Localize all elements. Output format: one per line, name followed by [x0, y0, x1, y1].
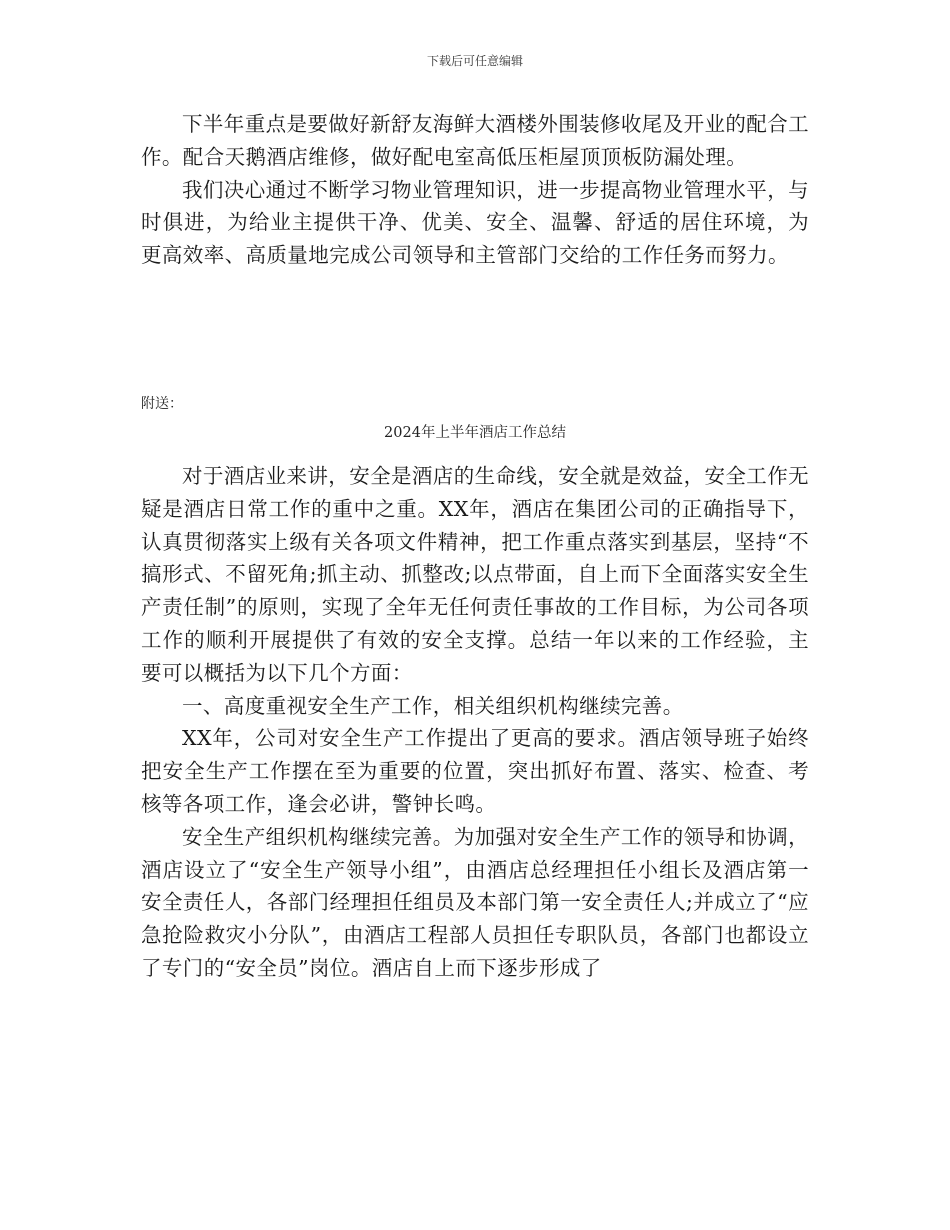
paragraph: 对于酒店业来讲，安全是酒店的生命线，安全就是效益，安全工作无疑是酒店日常工作的重中之重。XX年，酒店在集团公司的正确指导下，认真贯彻落实上级有关各项文件精神，把工作重点落实到基层，坚持“不搞形式、不留死角;抓主动、抓整改;以点带面，自上而下全面落实安全生产责任制”的原则，实现了全年无任何责任事故的工作目标，为公司各项工作的顺利开展提供了有效的安全支撑。总结一年以来的工作经验，主要可以概括为以下几个方面： — [141, 464, 809, 685]
section2-body — [141, 460, 809, 985]
paragraph: 我们决心通过不断学习物业管理知识，进一步提高物业管理水平，与时俱进，为给业主提供干净、优美、安全、温馨、舒适的居住环境，为更高效率、高质量地完成公司领导和主管部门交给的工作任务而努力。 — [141, 177, 809, 268]
section1-body — [141, 108, 809, 272]
document-title: 2024年上半年酒店工作总结 — [384, 425, 566, 441]
attachment-label: 附送： — [141, 396, 183, 412]
paragraph: 安全生产组织机构继续完善。为加强对安全生产工作的领导和协调，酒店设立了“安全生产领导小组”，由酒店总经理担任小组长及酒店第一安全责任人，各部门经理担任组员及本部门第一安全责任人;并成立了“应急抢险救灾小分队”，由酒店工程部人员担任专职队员，各部门也都设立了专门的“安全员”岗位。酒店自上而下逐步形成了 — [141, 824, 809, 980]
section-heading: 一、高度重视安全生产工作，相关组织机构继续完善。 — [182, 693, 684, 718]
paragraph: 下半年重点是要做好新舒友海鲜大酒楼外围装修收尾及开业的配合工作。配合天鹅酒店维修，做好配电室高低压柜屋顶顶板防漏处理。 — [141, 112, 809, 169]
page-header: 下载后可任意编辑 — [426, 54, 523, 68]
paragraph: XX年，公司对安全生产工作提出了更高的要求。酒店领导班子始终把安全生产工作摆在至为重要的位置，突出抓好布置、落实、检查、考核等各项工作，逢会必讲，警钟长鸣。 — [141, 726, 809, 816]
